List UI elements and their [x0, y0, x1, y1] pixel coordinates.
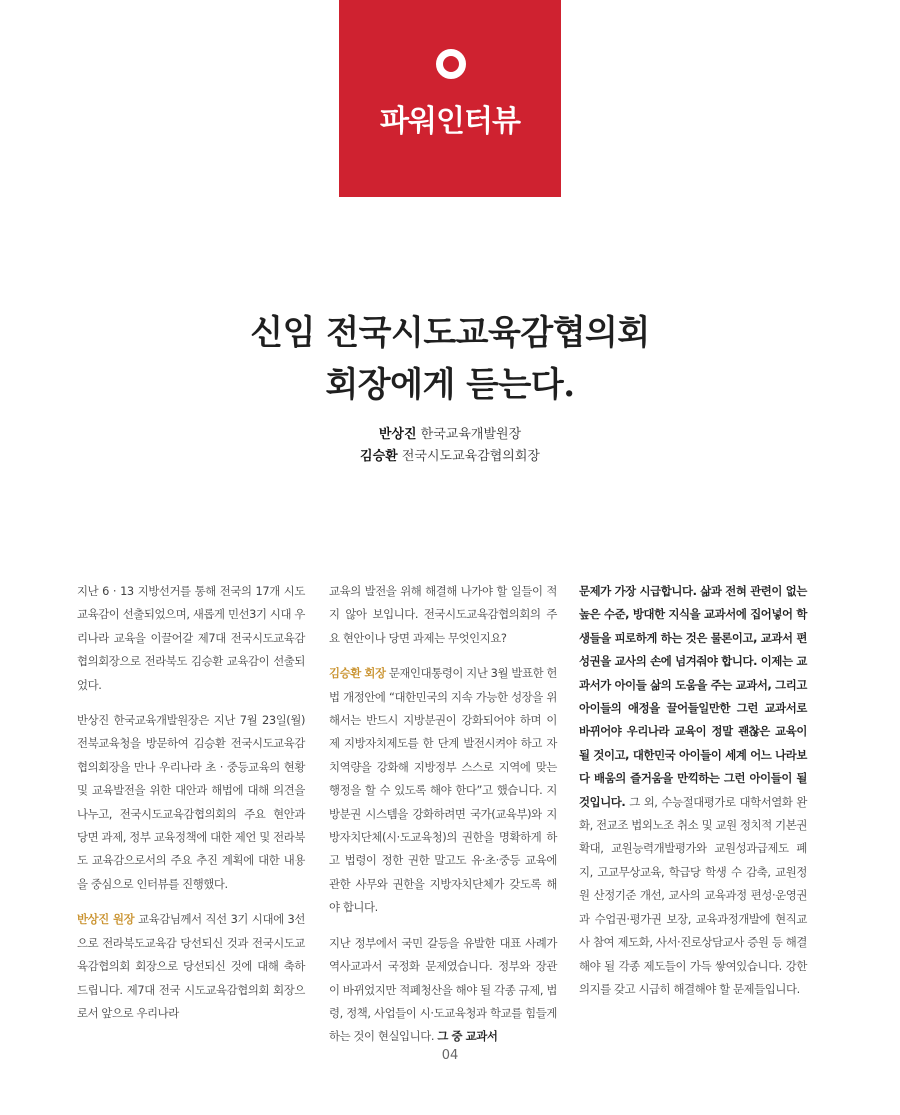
paragraph: [329, 662, 557, 919]
ring-icon: [436, 49, 466, 79]
byline-name: 김승환: [360, 449, 398, 464]
paragraph-text: 문재인대통령이 지난 3월 발표한 헌법 개정안에 “대한민국의 지속 가능한 성장을 위해서는 반드시 지방분권이 강화되어야 하며 이제 지방자치제도를 한 단계 발전시켜야 하고 자치역량을 강화해 지방정부 스스로 지역에 맞는 행정을 할 수 있도록 해야 한다”고 했습니다. 지방분권 시스템을 강화하려면 국가(교육부)와 지방자치단체(시·도교육청)의 권한을 명확하게 하고 법령이 정한 권한 말고도 유·초·중등 교육에 관한 사무와 권한을 지방자치단체가 갖도록 해야 합니다.: [329, 666, 557, 915]
text-column-2: [329, 580, 557, 1061]
bylines: [0, 424, 900, 468]
paragraph: [579, 580, 807, 1001]
title-line-1: 신임 전국시도교육감협의회: [250, 313, 650, 353]
paragraph-text: 그 외, 수능절대평가로 대학서열화 완화, 전교조 법외노조 취소 및 교원 정치적 기본권 확대, 교원능력개발평가와 교원성과급제도 폐지, 고교무상교육, 학급당 학생 수 감축, 교원정원 산정기준 개선, 교사의 교육과정 편성·운영권과 수업권·평가권 보장, 교육과정개발에 현직교사 참여 제도화, 사서·진로상담교사 증원 등 해결해야 될 각종 제도들이 가득 쌓여있습니다. 강한 의지를 갖고 시급히 해결해야 할 문제들입니다.: [579, 794, 807, 996]
section-label: 파워인터뷰: [380, 104, 520, 139]
page-number: 04: [441, 1048, 459, 1063]
emphasis-text: 문제가 가장 시급합니다. 삶과 전혀 관련이 없는 높은 수준, 방대한 지식을 교과서에 집어넣어 학생들을 피로하게 하는 것은 물론이고, 교과서 편성권을 교사의 손에 넘겨줘야 합니다. 이제는 교과서가 아이들 삶의 도움을 주는 교과서, 그리고 아이들의 애정을 끌어들일만한 그런 교과서로 바뀌어야 우리나라 교육이 정말 괜찮은 교육이 될 것이고, 대한민국 아이들이 세계 어느 나라보다 배움의 즐거움을 만끽하는 그런 아이들이 될 것입니다.: [579, 584, 807, 809]
paragraph-text: 교육감님께서 직선 3기 시대에 3선으로 전라북도교육감 당선되신 것과 전국시도교육감협의회 회장으로 당선되신 것에 대해 축하드립니다. 제7대 전국 시도교육감협의회 회장으로서 앞으로 우리나라: [77, 912, 305, 1020]
byline-interviewee: [0, 446, 900, 468]
text-column-3: [579, 580, 807, 1013]
paragraph: [329, 932, 557, 1049]
speaker-label: 김승환 회장: [329, 666, 386, 681]
speaker-label: 반상진 원장: [77, 912, 135, 927]
paragraph: 지난 6 · 13 지방선거를 통해 전국의 17개 시도 교육감이 선출되었으며, 새롭게 민선3기 시대 우리나라 교육을 이끌어갈 제7대 전국시도교육감협의회장으로 전라북도 김승환 교육감이 선출되었다.: [77, 584, 305, 692]
byline-interviewer: [0, 424, 900, 446]
paragraph: [77, 908, 305, 1025]
paragraph: 교육의 발전을 위해 해결해 나가야 할 일들이 적지 않아 보입니다. 전국시도교육감협의회의 주요 현안이나 당면 과제는 무엇인지요?: [329, 584, 557, 645]
title-line-2: 회장에게 듣는다.: [325, 365, 575, 405]
section-banner: [339, 0, 561, 197]
text-column-1: [77, 580, 305, 1037]
byline-role: 한국교육개발원장: [420, 427, 522, 442]
byline-role: 전국시도교육감협의회장: [401, 449, 540, 464]
byline-name: 반상진: [378, 427, 417, 442]
article-title: [0, 307, 900, 411]
emphasis-text: 그 중 교과서: [437, 1029, 498, 1044]
paragraph: 반상진 한국교육개발원장은 지난 7월 23일(월) 전북교육청을 방문하여 김승환 전국시도교육감협의회장을 만나 우리나라 초 · 중등교육의 현황 및 교육발전을 위한 대안과 해법에 대해 의견을 나누고, 전국시도교육감협의회의 주요 현안과 당면 과제, 정부 교육정책에 대한 제언 및 전라북도 교육감으로서의 주요 추진 계획에 대한 내용을 중심으로 인터뷰를 진행했다.: [77, 713, 305, 891]
paragraph-text: 지난 정부에서 국민 갈등을 유발한 대표 사례가 역사교과서 국정화 문제였습니다. 정부와 장관이 바뀌었지만 적폐청산을 해야 될 각종 규제, 법령, 정책, 사업들이 시·도교육청과 학교를 힘들게 하는 것이 현실입니다.: [329, 935, 557, 1044]
